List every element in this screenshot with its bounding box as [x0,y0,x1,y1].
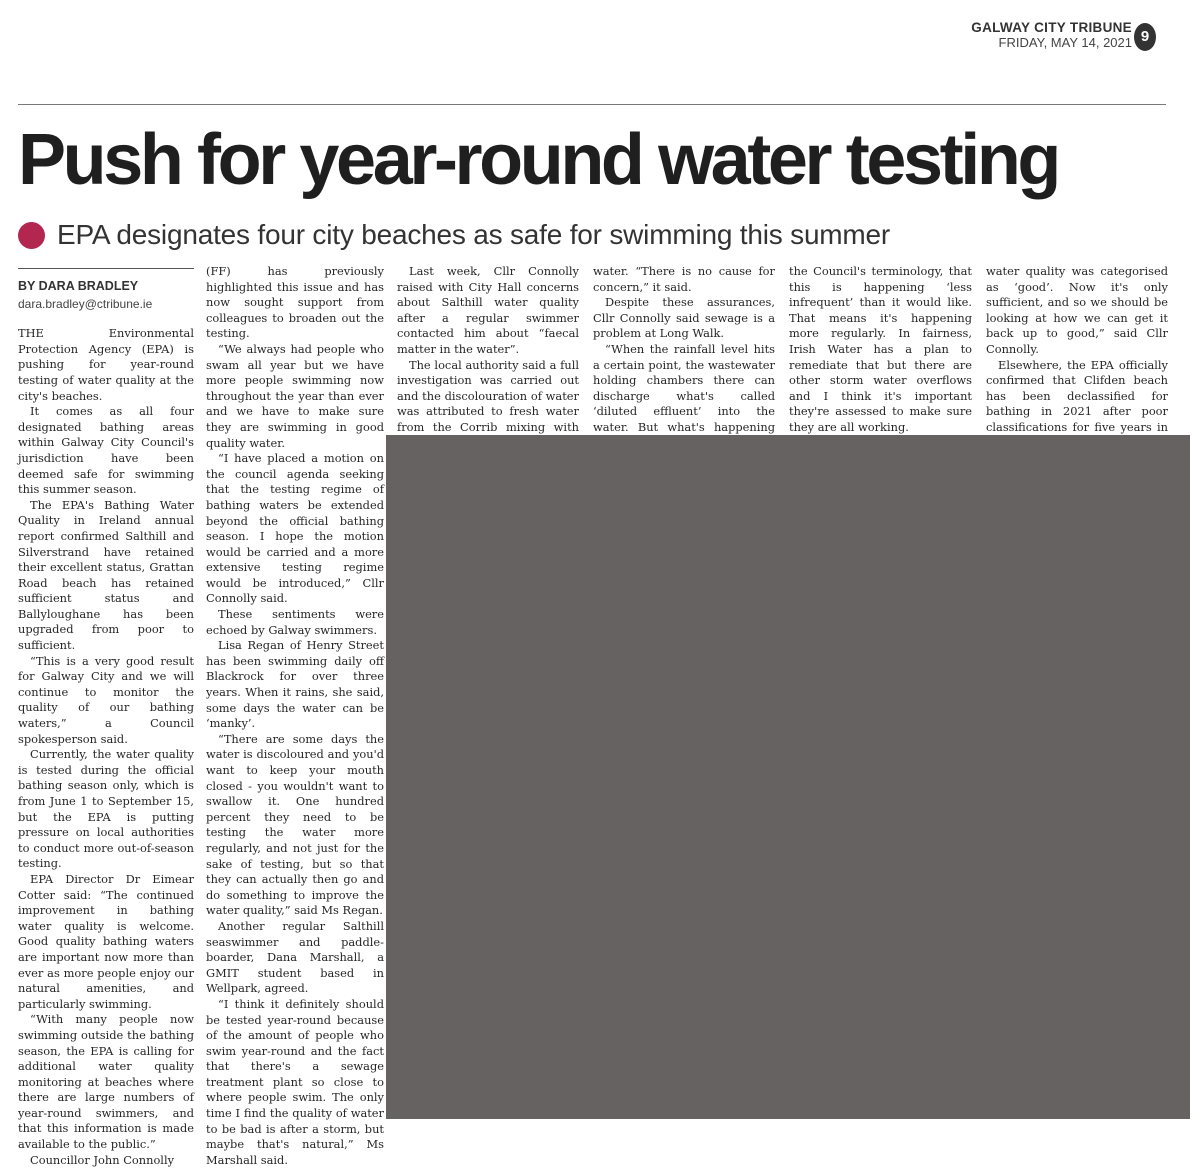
issue-date: FRIDAY, MAY 14, 2021 [998,34,1132,50]
article-subheadline [18,214,890,256]
author-email: dara.bradley@ctribune.ie [18,296,153,311]
paragraph: “We always had people who swam all year but we have more people swimming now throughout the year than ever and we have to make sure they are swimming in good quality water. [206,341,384,450]
article-column-3 [397,264,579,432]
paragraph: water quality was categorised as ‘good’. Now it's only sufficient, and so we should be looking at how we can get it back up to good,” said Cllr Connolly. [986,264,1168,356]
bullet-dot-icon [18,222,45,249]
paragraph: The local authority said a full investigation was carried out and the discolouration of water was attributed to fresh water from the Corrib mixing with [397,357,579,434]
paragraph: the Council's terminology, that this is happening ‘less infrequent’ than it would like. That means it's happening more regularly. In fairness, Irish Water has a plan to remediate that but there are other storm water overflows and I think it's important they're assessed to make sure they are all working. [789,264,972,434]
paragraph: “With many people now swimming outside the bathing season, the EPA is calling for additional water quality monitoring at beaches where there are large numbers of year-round swimmers, and that this information is made available to the public.” [18,1012,194,1152]
paragraph: These sentiments were echoed by Galway swimmers. [206,607,384,637]
paragraph: (FF) has previously highlighted this issue and has now sought support from colleagues to broaden out the testing. [206,264,384,341]
paragraph: Last week, Cllr Connolly raised with City Hall concerns about Salthill water quality after a regular swimmer contacted him about “faecal matter in the water”. [397,264,579,356]
paragraph: EPA Director Dr Eimear Cotter said: “The continued improvement in bathing water quality is welcome. Good quality bathing waters are important now more than ever as more people enjoy our natural amenities, and particularly swimming. [18,871,194,1011]
masthead [971,21,1132,50]
paragraph: Elsewhere, the EPA officially confirmed that Clifden beach has been declassified for bathing in 2021 after poor classifications for five years in [986,357,1168,434]
page-number-badge: 9 [1134,23,1156,51]
header-rule [18,104,1166,105]
article-column-5 [789,264,972,432]
paragraph: “When the rainfall level hits a certain point, the wastewater holding chambers there can discharge what's called ‘diluted effluent’ into the water. But what's happening [593,341,775,434]
paragraph: “I think it definitely should be tested year-round because of the amount of people who swim year-round and the fact that there's a sewage treatment plant so close to where people swim. The only time I find the quality of water to be bad is after a storm, but maybe that's natural,” Ms Marshall said. [206,996,384,1167]
article-column-2 [206,264,384,1168]
paragraph: water. “There is no cause for concern,” it said. [593,264,775,294]
paragraph: Currently, the water quality is tested during the official bathing season only, which is from June 1 to September 15, but the EPA is putting pressure on local authorities to conduct more out-of-season testing. [18,747,194,871]
paragraph: The EPA's Bathing Water Quality in Ireland annual report confirmed Salthill and Silverstrand have retained their excellent status, Grattan Road beach has retained sufficient status and Ballyloughane has been upgraded from poor to sufficient. [18,497,194,653]
paragraph: “This is a very good result for Galway City and we will continue to monitor the quality of our bathing waters,” a Council spokesperson said. [18,653,194,746]
article-column-6 [986,264,1168,432]
paragraph: THE Environmental Protection Agency (EPA) is pushing for year-round testing of water quality at the city's beaches. [18,326,194,403]
paragraph: Another regular Salthill seaswimmer and paddle-boarder, Dana Marshall, a GMIT student based in Wellpark, agreed. [206,918,384,996]
article-headline: Push for year-round water testing [18,120,1058,200]
newspaper-name: GALWAY CITY TRIBUNE [971,20,1132,35]
byline [18,268,194,312]
paragraph: Despite these assurances, Cllr Connolly said sewage is a problem at Long Walk. [593,295,775,341]
paragraph: It comes as all four designated bathing areas within Galway City Council's jurisdiction have been deemed safe for swimming this summer season. [18,404,194,497]
article-column-1 [18,268,194,1168]
paragraph: “There are some days the water is discoloured and you'd want to keep your mouth closed - you wouldn't want to swallow it. One hundred percent they need to be testing the water more regularly, and not just for the sake of testing, but so that they can actually then go and do something to improve the water quality,” said Ms Regan. [206,731,384,918]
subheadline-text: EPA designates four city beaches as safe for swimming this summer [57,219,891,250]
photo-placeholder [386,435,1190,1119]
article-column-4 [593,264,775,432]
paragraph: “I have placed a motion on the council agenda seeking that the testing regime of bathing waters be extended beyond the official bathing season. I hope the motion would be carried and a more extensive testing regime would be introduced,” Cllr Connolly said. [206,451,384,606]
author-name: BY DARA BRADLEY [18,279,139,293]
paragraph: Councillor John Connolly [30,1152,175,1167]
paragraph: Lisa Regan of Henry Street has been swimming daily off Blackrock for over three years. When it rains, she said, some days the water can be ‘manky’. [206,638,384,731]
